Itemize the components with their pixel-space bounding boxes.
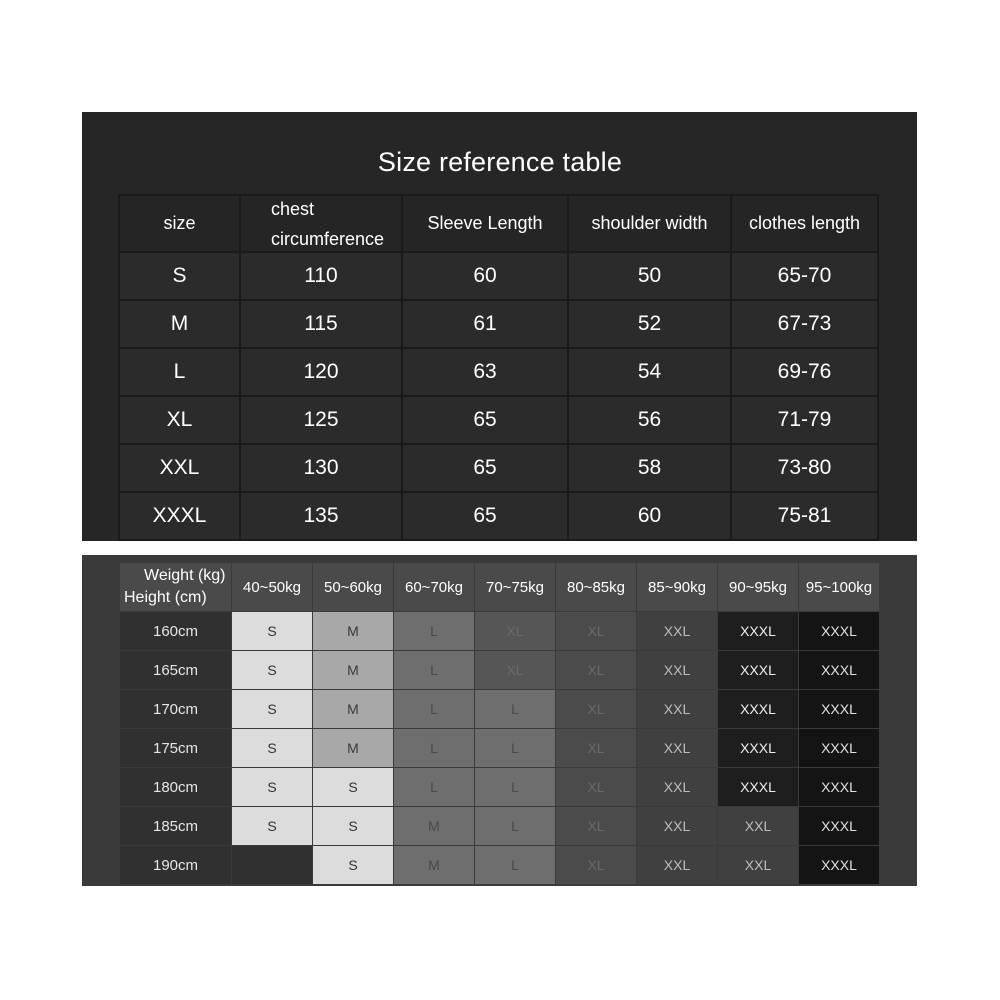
header-sleeve-length: Sleeve Length <box>403 194 569 253</box>
header-chest-circumference <box>241 194 403 253</box>
size-recommendation-cell: M <box>313 651 394 690</box>
size-recommendation-cell: S <box>313 768 394 807</box>
chest-cell: 110 <box>241 253 403 301</box>
size-recommendation-cell: L <box>394 690 475 729</box>
chest-cell: 130 <box>241 445 403 493</box>
height-row-label: 185cm <box>120 807 232 846</box>
size-recommendation-cell: L <box>475 846 556 885</box>
size-recommendation-cell: XXL <box>637 612 718 651</box>
size-reference-table <box>118 194 879 541</box>
size-recommendation-cell: XXXL <box>799 807 880 846</box>
corner-height-label: Height (cm) <box>124 589 207 606</box>
size-recommendation-cell: XXL <box>637 807 718 846</box>
size-cell: S <box>118 253 241 301</box>
weight-header: 50~60kg <box>313 563 394 612</box>
shoulder-cell: 54 <box>569 349 732 397</box>
size-cell: M <box>118 301 241 349</box>
size-recommendation-cell: XXL <box>718 846 799 885</box>
clothes-length-cell: 75-81 <box>732 493 879 541</box>
size-recommendation-cell: XXL <box>718 807 799 846</box>
shoulder-cell: 56 <box>569 397 732 445</box>
header-clothes-length: clothes length <box>732 194 879 253</box>
size-recommendation-cell: XXXL <box>718 729 799 768</box>
weight-height-corner-header <box>120 563 232 612</box>
weight-header: 70~75kg <box>475 563 556 612</box>
size-cell: XXL <box>118 445 241 493</box>
height-row-label: 170cm <box>120 690 232 729</box>
size-recommendation-cell: S <box>232 690 313 729</box>
size-recommendation-cell: L <box>394 768 475 807</box>
size-recommendation-cell: L <box>394 612 475 651</box>
weight-header: 95~100kg <box>799 563 880 612</box>
size-recommendation-cell: XL <box>556 768 637 807</box>
size-recommendation-cell: XXXL <box>799 768 880 807</box>
clothes-length-cell: 67-73 <box>732 301 879 349</box>
size-recommendation-cell: XXXL <box>799 612 880 651</box>
size-recommendation-cell: L <box>394 651 475 690</box>
header-size: size <box>118 194 241 253</box>
chest-cell: 125 <box>241 397 403 445</box>
size-table-title: Size reference table <box>377 147 623 177</box>
size-recommendation-cell: S <box>232 807 313 846</box>
size-recommendation-cell: XXXL <box>799 651 880 690</box>
size-recommendation-cell: XXXL <box>799 846 880 885</box>
size-recommendation-cell: XXL <box>637 651 718 690</box>
weight-header: 85~90kg <box>637 563 718 612</box>
shoulder-cell: 58 <box>569 445 732 493</box>
height-row-label: 160cm <box>120 612 232 651</box>
weight-header: 80~85kg <box>556 563 637 612</box>
weight-header: 40~50kg <box>232 563 313 612</box>
size-recommendation-cell: XXXL <box>718 651 799 690</box>
size-recommendation-cell: M <box>394 846 475 885</box>
size-recommendation-cell: L <box>475 807 556 846</box>
clothes-length-cell: 65-70 <box>732 253 879 301</box>
sleeve-cell: 65 <box>403 445 569 493</box>
header-shoulder-width: shoulder width <box>569 194 732 253</box>
sleeve-cell: 65 <box>403 493 569 541</box>
height-row-label: 190cm <box>120 846 232 885</box>
height-row-label: 180cm <box>120 768 232 807</box>
size-recommendation-cell: XXL <box>637 729 718 768</box>
shoulder-cell: 52 <box>569 301 732 349</box>
size-recommendation-cell: XXXL <box>718 612 799 651</box>
sleeve-cell: 61 <box>403 301 569 349</box>
sleeve-cell: 63 <box>403 349 569 397</box>
size-recommendation-cell: XL <box>556 651 637 690</box>
size-recommendation-cell: XXXL <box>718 690 799 729</box>
size-recommendation-cell: XL <box>475 651 556 690</box>
size-recommendation-cell: XXXL <box>799 729 880 768</box>
clothes-length-cell: 69-76 <box>732 349 879 397</box>
header-chest-line2: circumference <box>271 228 385 249</box>
size-recommendation-cell: S <box>232 768 313 807</box>
corner-weight-label: Weight (kg) <box>144 567 226 584</box>
size-recommendation-cell: XL <box>556 807 637 846</box>
size-recommendation-cell: XL <box>556 846 637 885</box>
size-recommendation-cell: M <box>394 807 475 846</box>
shoulder-cell: 60 <box>569 493 732 541</box>
size-recommendation-cell: M <box>313 612 394 651</box>
size-recommendation-cell: XXL <box>637 768 718 807</box>
size-recommendation-cell: XXL <box>637 690 718 729</box>
size-recommendation-cell: XL <box>556 729 637 768</box>
weight-header: 60~70kg <box>394 563 475 612</box>
size-recommendation-cell: S <box>232 729 313 768</box>
header-chest-line1: chest <box>271 198 315 219</box>
size-recommendation-cell: XL <box>556 612 637 651</box>
weight-header: 90~95kg <box>718 563 799 612</box>
size-recommendation-cell: M <box>313 729 394 768</box>
chest-cell: 135 <box>241 493 403 541</box>
size-recommendation-cell: L <box>475 690 556 729</box>
chest-cell: 120 <box>241 349 403 397</box>
weight-height-table <box>120 563 880 883</box>
size-recommendation-cell: S <box>232 612 313 651</box>
size-recommendation-cell: L <box>394 729 475 768</box>
size-recommendation-cell: S <box>313 807 394 846</box>
shoulder-cell: 50 <box>569 253 732 301</box>
size-recommendation-cell: L <box>475 729 556 768</box>
size-recommendation-cell: XXXL <box>718 768 799 807</box>
clothes-length-cell: 71-79 <box>732 397 879 445</box>
clothes-length-cell: 73-80 <box>732 445 879 493</box>
size-recommendation-cell: M <box>313 690 394 729</box>
size-recommendation-cell: S <box>232 651 313 690</box>
size-recommendation-cell: XXL <box>637 846 718 885</box>
size-cell: XXXL <box>118 493 241 541</box>
chest-cell: 115 <box>241 301 403 349</box>
size-recommendation-cell: XL <box>475 612 556 651</box>
sleeve-cell: 65 <box>403 397 569 445</box>
height-row-label: 165cm <box>120 651 232 690</box>
sleeve-cell: 60 <box>403 253 569 301</box>
size-recommendation-cell: XL <box>556 690 637 729</box>
size-recommendation-cell: L <box>475 768 556 807</box>
size-recommendation-cell: XXXL <box>799 690 880 729</box>
size-recommendation-cell <box>232 846 313 885</box>
size-cell: XL <box>118 397 241 445</box>
size-recommendation-cell: S <box>313 846 394 885</box>
height-row-label: 175cm <box>120 729 232 768</box>
size-cell: L <box>118 349 241 397</box>
